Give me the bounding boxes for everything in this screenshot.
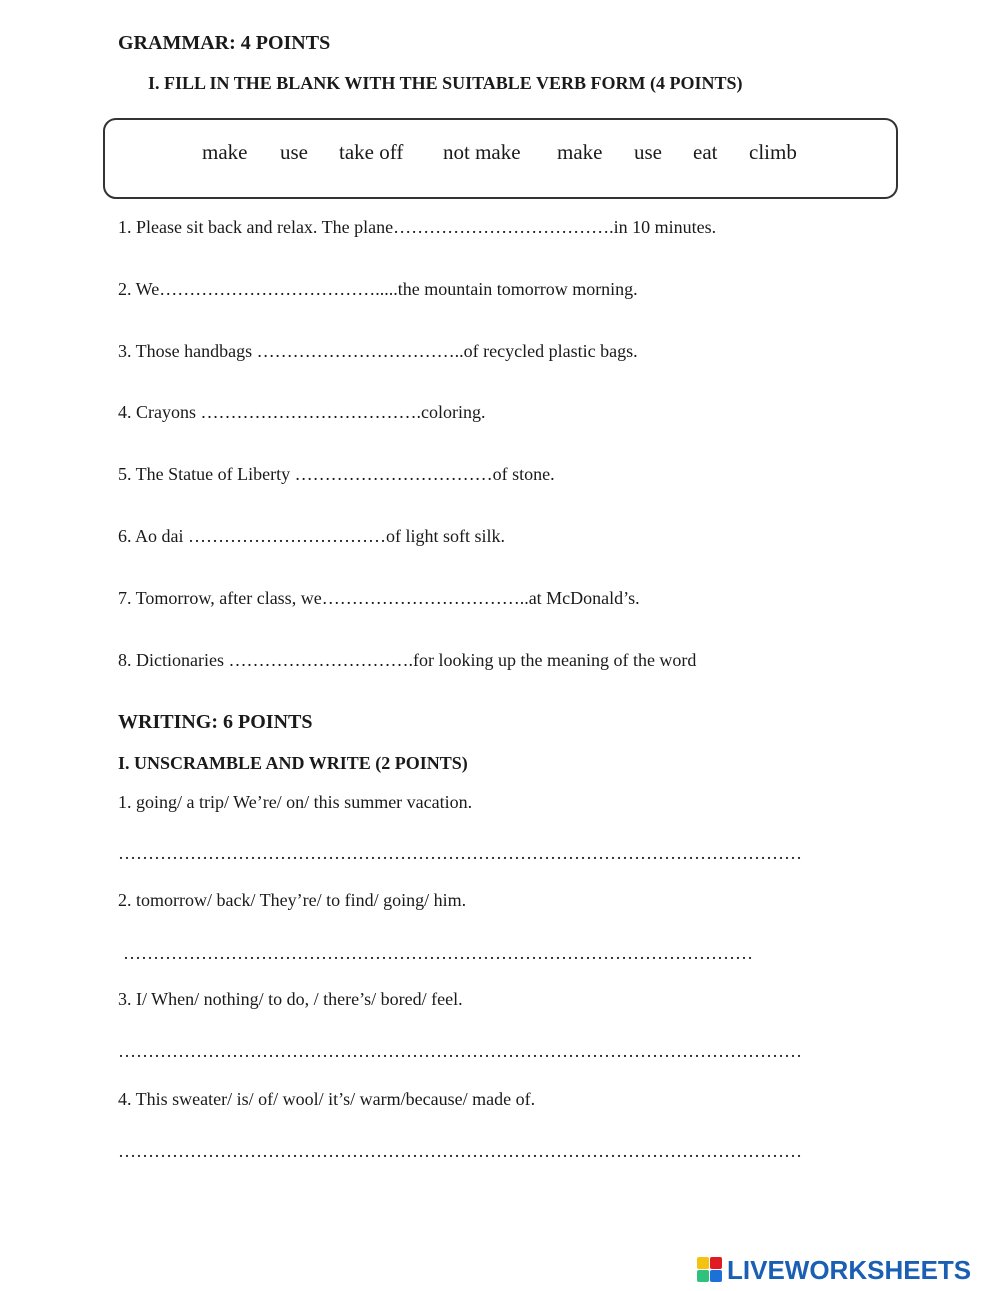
grammar-item [118, 526, 505, 547]
item-text-after: for looking up the meaning of the word [412, 650, 697, 670]
grammar-item [118, 588, 640, 609]
item-text-before: 8. Dictionaries [118, 650, 229, 670]
grammar-item [118, 650, 696, 671]
answer-blank[interactable]: …………………………. [228, 650, 413, 670]
answer-blank[interactable]: ………………………………..... [159, 279, 398, 299]
item-text-before: 6. Ao dai [118, 526, 188, 546]
logo-mark-icon [697, 1257, 725, 1283]
word-bank-item: not make [443, 140, 521, 164]
writing-prompt: 2. tomorrow/ back/ They’re/ to find/ going/ him. [118, 890, 467, 910]
logo-mark-square [697, 1270, 709, 1282]
writing-heading: WRITING: 6 POINTS [118, 711, 313, 733]
grammar-item [118, 341, 638, 362]
word-bank-item: eat [693, 140, 718, 164]
grammar-item [118, 464, 555, 485]
answer-blank[interactable]: ………………………………. [200, 402, 421, 422]
item-text-after: the mountain tomorrow morning. [397, 279, 638, 299]
word-bank-item: climb [749, 140, 797, 164]
logo-mark-square [710, 1257, 722, 1269]
item-text-before: 7. Tomorrow, after class, we [118, 588, 322, 608]
item-text-after: at McDonald’s. [528, 588, 640, 608]
word-bank-item: use [634, 140, 662, 164]
writing-prompt: 4. This sweater/ is/ of/ wool/ it’s/ warm/because/ made of. [118, 1089, 536, 1109]
item-text-after: of light soft silk. [386, 526, 506, 546]
writing-prompt: 3. I/ When/ nothing/ to do, / there’s/ bored/ feel. [118, 989, 463, 1009]
answer-line[interactable]: …………………………………………………………………………………………………… [118, 1141, 802, 1161]
grammar-item [118, 217, 716, 238]
word-bank-item: use [280, 140, 308, 164]
grammar-item [118, 402, 486, 423]
item-text-before: 2. We [118, 279, 160, 299]
item-text-before: 1. Please sit back and relax. The plane [118, 217, 394, 237]
writing-section-title: I. UNSCRAMBLE AND WRITE (2 POINTS) [118, 753, 468, 773]
answer-line[interactable]: …………………………………………………………………………………………… [123, 943, 753, 963]
grammar-section-title: I. FILL IN THE BLANK WITH THE SUITABLE VERB FORM (4 POINTS) [148, 73, 743, 93]
answer-line[interactable]: …………………………………………………………………………………………………… [118, 843, 802, 863]
word-bank-item: make [557, 140, 603, 164]
writing-prompt: 1. going/ a trip/ We’re/ on/ this summer vacation. [118, 792, 473, 812]
item-text-after: coloring. [421, 402, 486, 422]
item-text-after: of recycled plastic bags. [463, 341, 638, 361]
answer-blank[interactable]: …………………………… [294, 464, 493, 484]
word-bank-item: make [202, 140, 248, 164]
logo-mark-square [697, 1257, 709, 1269]
item-text-before: 4. Crayons [118, 402, 201, 422]
grammar-item [118, 279, 638, 300]
answer-blank[interactable]: …………………………….. [256, 341, 464, 361]
answer-line[interactable]: …………………………………………………………………………………………………… [118, 1041, 802, 1061]
grammar-heading: GRAMMAR: 4 POINTS [118, 32, 331, 54]
answer-blank[interactable]: …………………………….. [321, 588, 529, 608]
answer-blank[interactable]: ………………………………. [393, 217, 614, 237]
answer-blank[interactable]: …………………………… [188, 526, 386, 546]
word-bank-item: take off [339, 140, 404, 164]
item-text-after: in 10 minutes. [613, 217, 717, 237]
item-text-before: 5. The Statue of Liberty [118, 464, 295, 484]
item-text-before: 3. Those handbags [118, 341, 257, 361]
logo-mark-square [710, 1270, 722, 1282]
item-text-after: of stone. [492, 464, 555, 484]
logo-text: LIVEWORKSHEETS [727, 1254, 972, 1285]
liveworksheets-logo [697, 1255, 997, 1285]
